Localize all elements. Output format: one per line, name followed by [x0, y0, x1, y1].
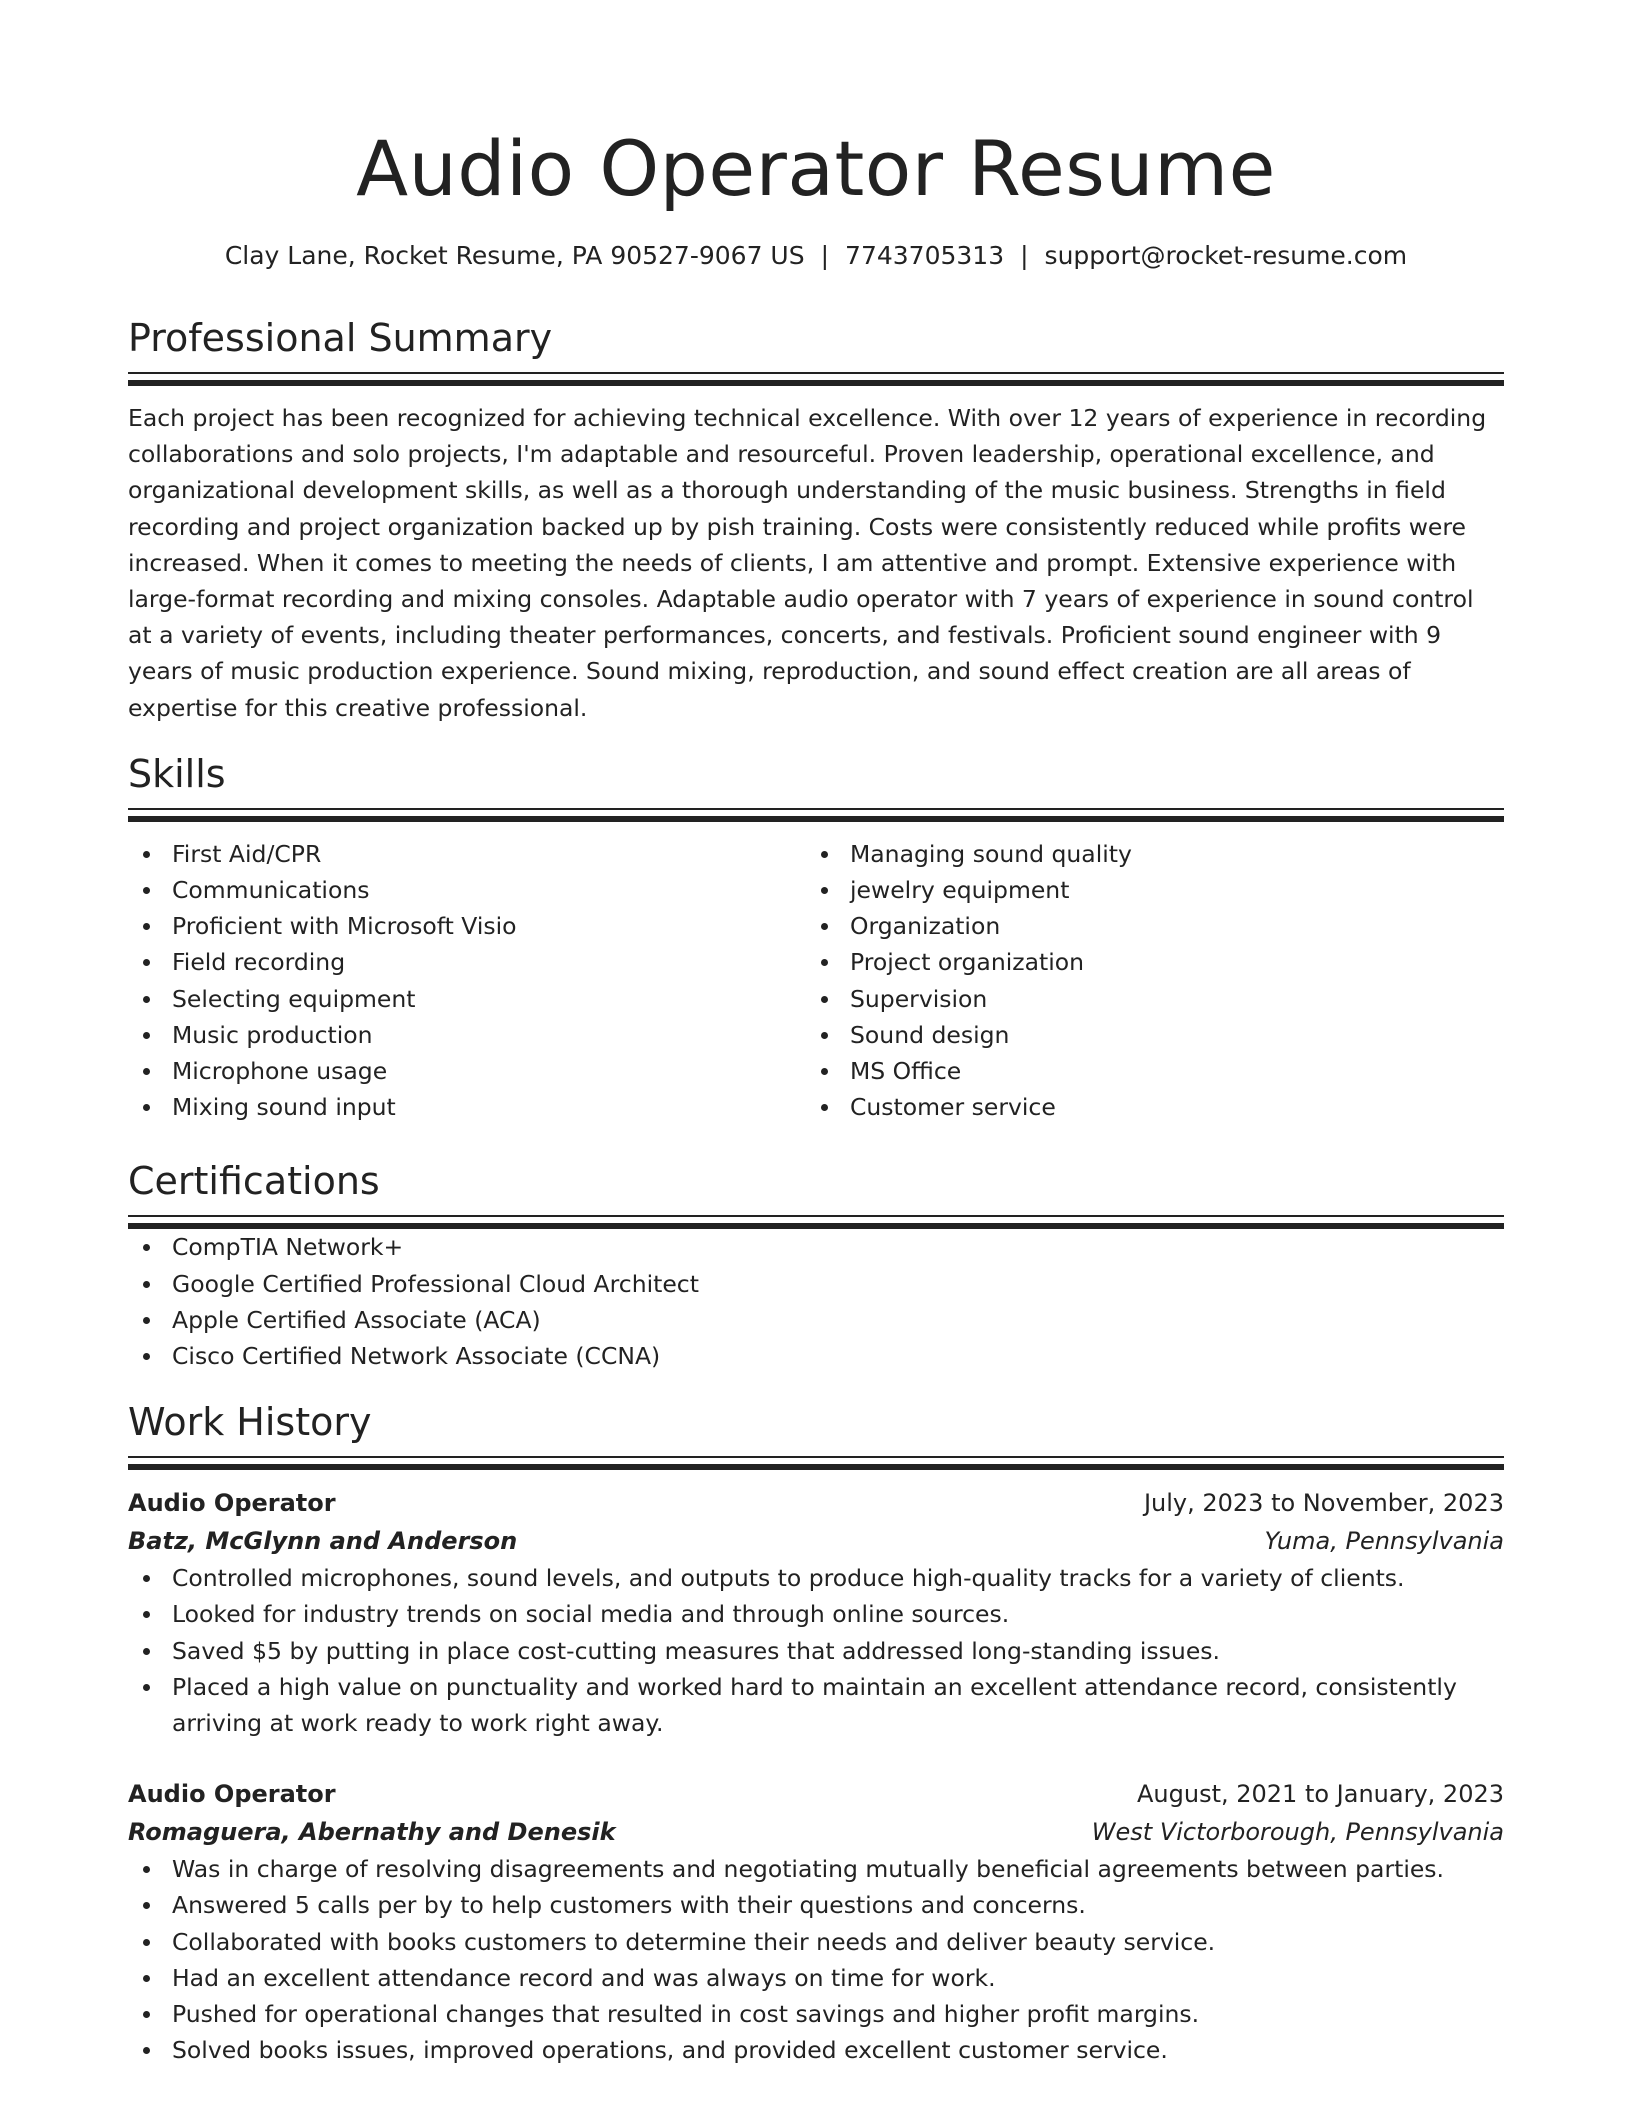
job-bullet: Controlled microphones, sound levels, and outputs to produce high-quality tracks for a variety of clients.: [128, 1560, 1504, 1596]
skills-section: [128, 750, 1504, 1126]
job-responsibilities: [128, 1560, 1504, 1741]
certification-item: CompTIA Network+: [128, 1229, 1504, 1265]
section-heading-certifications: Certifications: [128, 1159, 380, 1204]
contact-separator: |: [1020, 241, 1029, 270]
skills-list-right: [806, 836, 1484, 1126]
job-title-row: [128, 1484, 1504, 1522]
job-bullet: Looked for industry trends on social media and through online sources.: [128, 1596, 1504, 1632]
job-bullet: Answered 5 calls per by to help customers with their questions and concerns.: [128, 1887, 1504, 1923]
skill-item: MS Office: [806, 1053, 1484, 1089]
resume-title: Audio Operator Resume: [356, 124, 1276, 213]
job-bullet: Pushed for operational changes that resulted in cost savings and higher profit margins.: [128, 1996, 1504, 2032]
certification-item: Google Certified Professional Cloud Architect: [128, 1266, 1504, 1302]
job-title: Audio Operator: [128, 1489, 336, 1518]
section-divider: [128, 1215, 1504, 1229]
section-heading-skills: Skills: [128, 751, 226, 796]
summary-text: Each project has been recognized for achieving technical excellence. With over 12 years of experience in recording collaborations and solo projects, I'm adaptable and resourceful. Proven leadership, operational excellence, and organizational development skills, as well as a thorough understanding of the music business. Strengths in field recording and project organization backed up by pish training. Costs were consistently reduced while profits were increased. When it comes to meeting the needs of clients, I am attentive and prompt. Extensive experience with large-format recording and mixing consoles. Adaptable audio operator with 7 years of experience in sound control at a variety of events, including theater performances, concerts, and festivals. Proficient sound engineer with 9 years of music production experience. Sound mixing, reproduction, and sound effect creation are all areas of expertise for this creative professional.: [128, 404, 1487, 722]
job-company-row: [128, 1522, 1504, 1560]
skill-item: Microphone usage: [128, 1053, 806, 1089]
skill-item: Field recording: [128, 944, 806, 980]
section-divider: [128, 808, 1504, 822]
skills-grid: [128, 836, 1504, 1126]
job-company-row: [128, 1813, 1504, 1851]
job-responsibilities: [128, 1851, 1504, 2068]
job-location: Yuma, Pennsylvania: [1264, 1527, 1504, 1556]
job-dates: August, 2021 to January, 2023: [1137, 1780, 1504, 1809]
job-title: Audio Operator: [128, 1780, 336, 1809]
skill-item: Proficient with Microsoft Visio: [128, 908, 806, 944]
skill-item: Selecting equipment: [128, 981, 806, 1017]
skill-item: Sound design: [806, 1017, 1484, 1053]
contact-email: support@rocket-resume.com: [1044, 241, 1408, 270]
job-entry: [128, 1484, 1504, 1741]
professional-summary-section: [128, 314, 1504, 726]
skill-item: jewelry equipment: [806, 872, 1484, 908]
job-company: Batz, McGlynn and Anderson: [128, 1527, 518, 1556]
skill-item: Supervision: [806, 981, 1484, 1017]
skills-list-left: [128, 836, 806, 1126]
job-bullet: Placed a high value on punctuality and worked hard to maintain an excellent attendance record, consistently arriving at work ready to work right away.: [128, 1669, 1504, 1741]
contact-phone: 7743705313: [845, 241, 1005, 270]
section-heading-summary: Professional Summary: [128, 316, 553, 360]
resume-page: [128, 0, 1504, 2069]
job-entry: [128, 1775, 1504, 2068]
skill-item: Mixing sound input: [128, 1089, 806, 1125]
certification-item: Cisco Certified Network Associate (CCNA): [128, 1338, 1504, 1374]
skill-item: Organization: [806, 908, 1484, 944]
skill-item: Project organization: [806, 944, 1484, 980]
job-location: West Victorborough, Pennsylvania: [1091, 1818, 1504, 1847]
job-bullet: Collaborated with books customers to determine their needs and deliver beauty service.: [128, 1924, 1504, 1960]
skill-item: Music production: [128, 1017, 806, 1053]
job-company: Romaguera, Abernathy and Denesik: [128, 1818, 616, 1847]
contact-line: [128, 240, 1504, 272]
skill-item: First Aid/CPR: [128, 836, 806, 872]
job-bullet: Solved books issues, improved operations, and provided excellent customer service.: [128, 2032, 1504, 2068]
certifications-list: [128, 1229, 1504, 1374]
job-bullet: Was in charge of resolving disagreements and negotiating mutually beneficial agreements between parties.: [128, 1851, 1504, 1887]
skill-item: Customer service: [806, 1089, 1484, 1125]
section-heading-work-history: Work History: [128, 1400, 372, 1445]
certifications-section: [128, 1157, 1504, 1374]
job-title-row: [128, 1775, 1504, 1813]
job-dates: July, 2023 to November, 2023: [1143, 1489, 1504, 1518]
contact-separator: |: [820, 241, 830, 270]
section-divider: [128, 1456, 1504, 1470]
contact-address: Clay Lane, Rocket Resume, PA 90527-9067 US: [224, 241, 805, 270]
skill-item: Communications: [128, 872, 806, 908]
skill-item: Managing sound quality: [806, 836, 1484, 872]
job-bullet: Saved $5 by putting in place cost-cutting measures that addressed long-standing issues.: [128, 1633, 1504, 1669]
section-divider: [128, 372, 1504, 386]
work-history-section: [128, 1398, 1504, 2068]
job-bullet: Had an excellent attendance record and was always on time for work.: [128, 1960, 1504, 1996]
certification-item: Apple Certified Associate (ACA): [128, 1302, 1504, 1338]
